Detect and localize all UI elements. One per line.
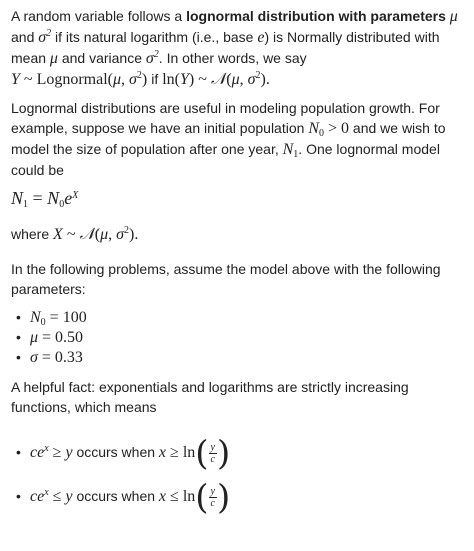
helpful-fact-paragraph: A helpful fact: exponentials and logarithms are strictly increasing functions, which means (11, 379, 409, 415)
fact-item: • $ce^x \ge y$ occurs when x ≥ ln( $\frac{y}{c}$ ) (16, 433, 231, 474)
parameter-item: • $N_0 = 100$ (16, 309, 87, 328)
model-equation: $N_1 = N_0e^X$ (11, 188, 79, 210)
assumption-paragraph: In the following problems, assume the model above with the following parameters: (11, 261, 441, 297)
fact-item: • $ce^x \le y$ occurs when x ≤ ln( $\frac{y}{c}$ ) (16, 477, 231, 518)
parameter-item: • μ = 0.50 (16, 329, 84, 346)
parameter-item: • σ = 0.33 (16, 349, 83, 366)
intro-paragraph: A random variable follows a lognormal distribution with parameters μ and $\sigma^2$ if its natural logarithm (i.e., base e) is Normally distributed with mean μ and variance $\sigma^2$. In other words, we say Y ~ Lognormal(μ, $\sigma^2$) if ln(Y) ~ 𝒩(μ, $\sigma^2$). (11, 6, 466, 90)
parameter-list (0, 307, 87, 367)
where-line: where X ~ 𝒩(μ, $\sigma^2$). (11, 225, 139, 243)
population-paragraph: Lognormal distributions are useful in modeling population growth. For example, suppose we have an initial population $N_0 > 0$ and we wish to model the size of population after one year, $N_1$. One lognormal model could be (11, 100, 446, 178)
lognormal-definition: Y ~ Lognormal(μ, $\sigma^2$) if ln(Y) ~ 𝒩(μ, $\sigma^2$). (11, 70, 270, 88)
lognormal-term: lognormal distribution with parameters (186, 8, 446, 24)
fact-list (0, 430, 230, 518)
